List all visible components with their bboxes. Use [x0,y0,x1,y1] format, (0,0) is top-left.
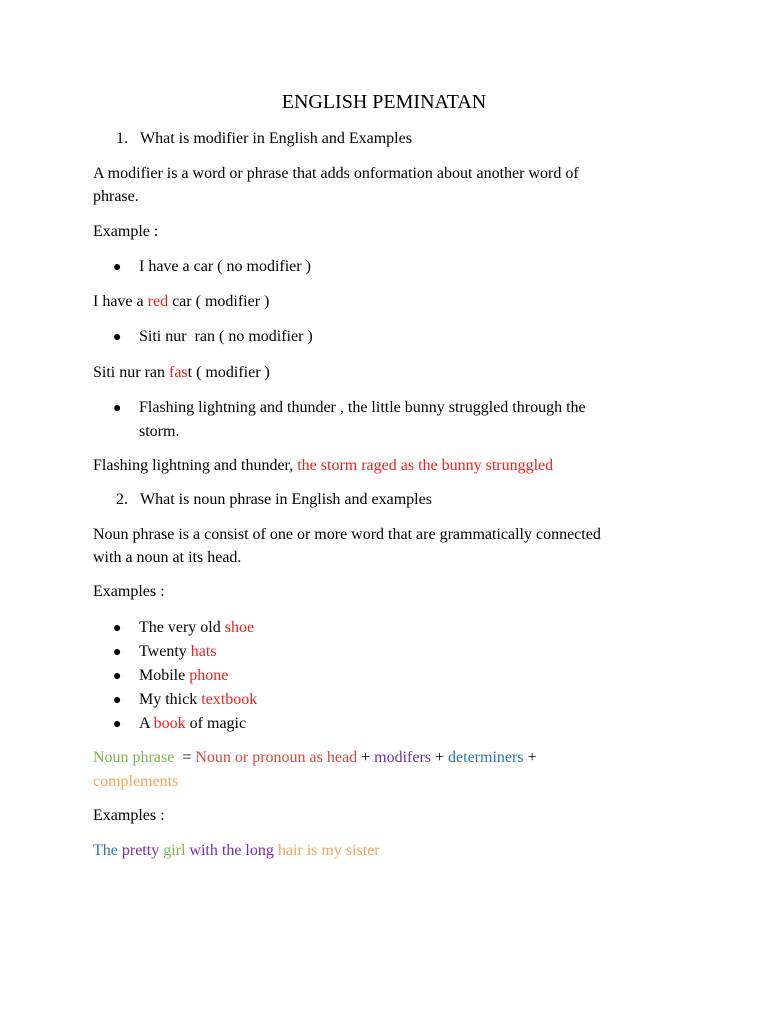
bullet-icon: ● [113,693,122,708]
section1-bullet-2: Siti nur ran ( no modifier ) [139,328,313,345]
modifier-highlight: fas [169,364,188,381]
sentence-complement: hair [273,842,303,859]
section2-definition-line2: with a noun at its head. [93,549,242,566]
sentence-determiner: The [93,842,118,859]
section1-bullet-1: I have a car ( no modifier ) [139,258,311,275]
section2-heading: What is noun phrase in English and examples [140,491,432,508]
noun-phrase-item [139,692,257,708]
noun-phrase-item [139,620,254,636]
item-text: of magic [185,715,247,732]
section1-example-label: Example : [93,223,159,240]
formula-determiners: determiners [448,749,524,766]
sentence-head: girl [159,842,186,859]
bullet-icon: ● [113,330,122,345]
formula-complements: complements [93,773,179,790]
bullet-icon: ● [113,645,122,660]
bullet-icon: ● [113,401,122,416]
section1-bullet-3-line2: storm. [139,423,180,440]
example-text: t ( modifier ) [187,364,270,381]
section2-examples-label: Examples : [93,583,165,600]
section1-definition-line2: phrase. [93,188,139,205]
example-text: I have a [93,293,148,310]
head-noun: textbook [201,691,258,708]
example-text: Siti nur ran [93,364,169,381]
section1-example-2 [93,365,270,381]
noun-phrase-item [139,644,217,660]
head-noun: phone [189,667,229,684]
item-text: Twenty [139,643,191,660]
sentence-modifier: pretty [117,842,160,859]
formula-plus: + [431,749,449,766]
section2-number: 2. [116,491,128,508]
noun-phrase-item [139,668,228,684]
formula-plus: + [357,749,375,766]
modifier-highlight: the storm raged as the bunny strunggled [297,457,554,474]
noun-phrase-formula [93,750,537,766]
section1-definition-line1: A modifier is a word or phrase that adds onformation about another word of [93,165,579,182]
head-noun: hats [190,643,217,660]
sentence-complement: is my sister [302,842,380,859]
head-noun: shoe [224,619,255,636]
formula-noun-phrase: Noun phrase [93,749,175,766]
section1-heading: What is modifier in English and Examples [140,130,412,147]
formula-equals: = [174,749,196,766]
item-text: Mobile [139,667,190,684]
noun-phrase-item [139,716,246,732]
formula-plus: + [523,749,537,766]
bullet-icon: ● [113,260,122,275]
item-text: The very old [139,619,225,636]
item-text: A [139,715,154,732]
section1-bullet-3-line1: Flashing lightning and thunder , the little bunny struggled through the [139,399,586,416]
head-noun: book [153,715,186,732]
sentence-modifier: with the long [185,842,274,859]
page-title: ENGLISH PEMINATAN [281,91,487,113]
section1-example-3 [93,458,553,474]
example-text: car ( modifier ) [168,293,270,310]
section1-number: 1. [116,130,128,147]
formula-head: Noun or pronoun as head [195,749,358,766]
section2-examples2-label: Examples : [93,807,165,824]
modifier-highlight: red [147,293,169,310]
section2-definition-line1: Noun phrase is a consist of one or more word that are grammatically connected [93,526,601,543]
bullet-icon: ● [113,621,122,636]
item-text: My thick [139,691,202,708]
formula-modifers: modifers [374,749,431,766]
example-text: Flashing lightning and thunder, [93,457,298,474]
section1-example-1 [93,294,269,310]
example-sentence [93,843,380,859]
bullet-icon: ● [113,669,122,684]
bullet-icon: ● [113,717,122,732]
